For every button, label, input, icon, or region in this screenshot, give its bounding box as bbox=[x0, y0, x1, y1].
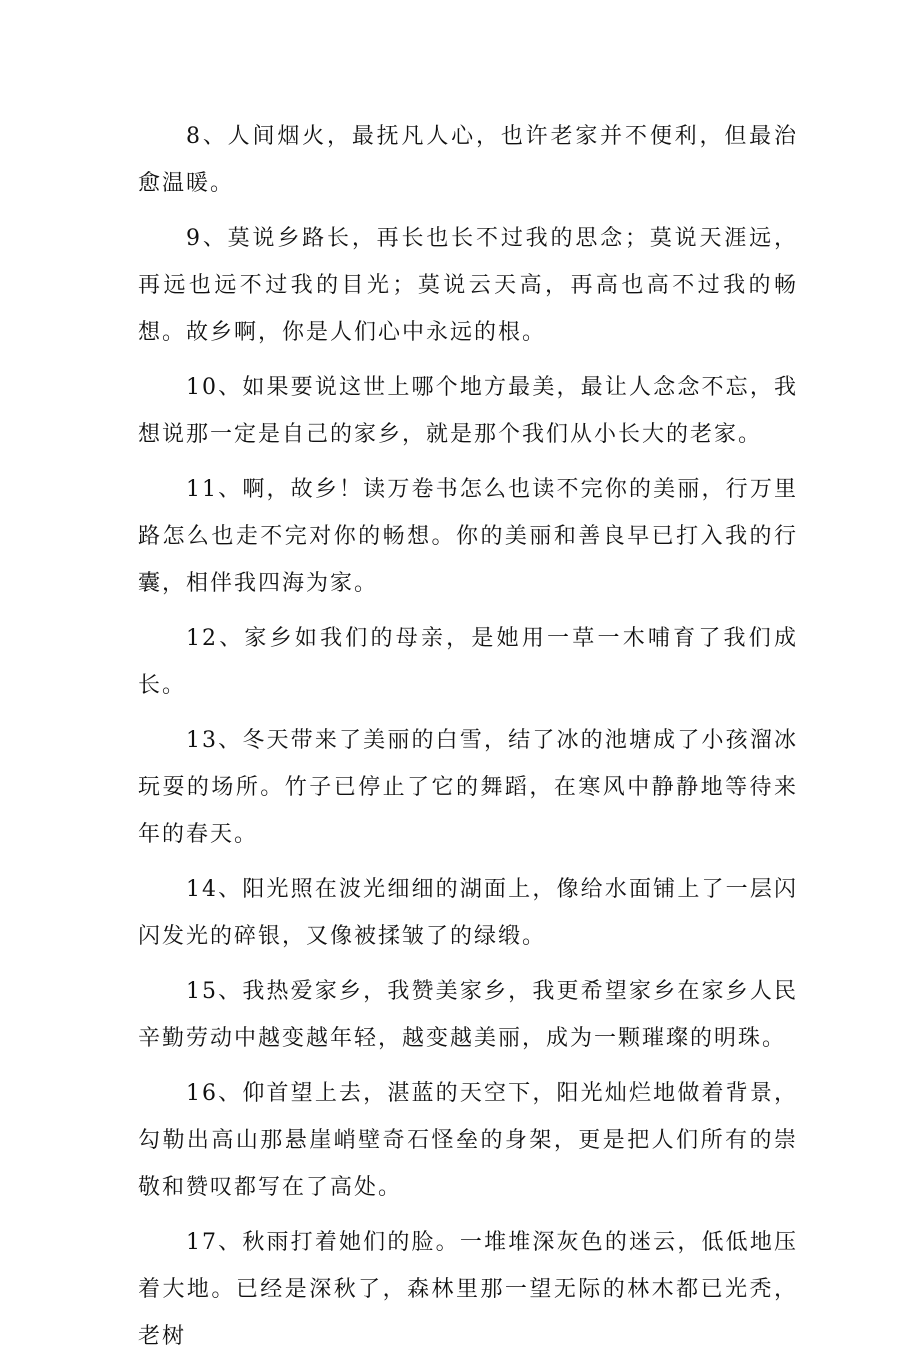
paragraph-12: 12、家乡如我们的母亲，是她用一草一木哺育了我们成长。 bbox=[138, 626, 798, 698]
paragraph-15: 15、我热爱家乡，我赞美家乡，我更希望家乡在家乡人民辛勤劳动中越变越年轻，越变越美丽，成为一颗璀璨的明珠。 bbox=[138, 979, 798, 1051]
paragraph-9: 9、莫说乡路长，再长也长不过我的思念；莫说天涯远，再远也远不过我的目光；莫说云天高，再高也高不过我的畅想。故乡啊，你是人们心中永远的根。 bbox=[138, 226, 798, 345]
document-body bbox=[138, 113, 798, 1368]
paragraph-13: 13、冬天带来了美丽的白雪，结了冰的池塘成了小孩溜冰玩耍的场所。竹子已停止了它的舞蹈，在寒风中静静地等待来年的春天。 bbox=[138, 728, 798, 847]
paragraph-11: 11、啊，故乡！读万卷书怎么也读不完你的美丽，行万里路怎么也走不完对你的畅想。你的美丽和善良早已打入我的行囊，相伴我四海为家。 bbox=[138, 477, 798, 596]
paragraph-10: 10、如果要说这世上哪个地方最美，最让人念念不忘，我想说那一定是自己的家乡，就是那个我们从小长大的老家。 bbox=[138, 375, 798, 447]
paragraph-8: 8、人间烟火，最抚凡人心，也许老家并不便利，但最治愈温暖。 bbox=[138, 124, 798, 196]
paragraph-16: 16、仰首望上去，湛蓝的天空下，阳光灿烂地做着背景，勾勒出高山那悬崖峭壁奇石怪垒的身架，更是把人们所有的崇敬和赞叹都写在了高处。 bbox=[138, 1081, 798, 1200]
paragraph-17: 17、秋雨打着她们的脸。一堆堆深灰色的迷云，低低地压着大地。已经是深秋了，森林里那一望无际的林木都已光秃，老树 bbox=[138, 1230, 798, 1349]
paragraph-14: 14、阳光照在波光细细的湖面上，像给水面铺上了一层闪闪发光的碎银，又像被揉皱了的绿缎。 bbox=[138, 877, 798, 949]
